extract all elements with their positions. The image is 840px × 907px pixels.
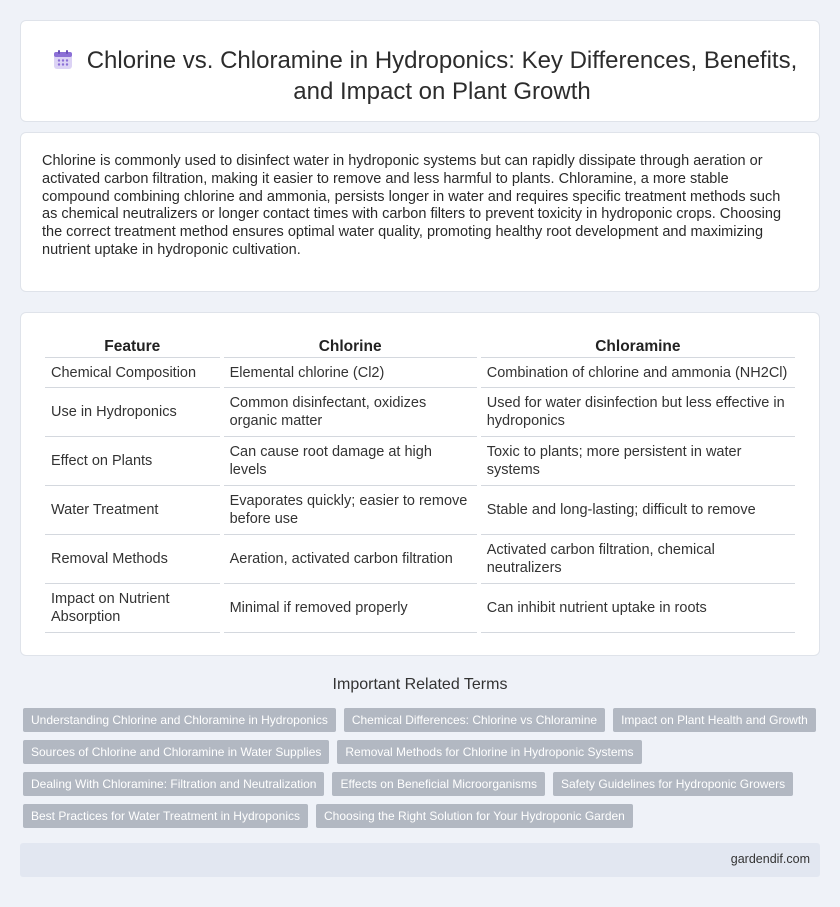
intro-paragraph: Chlorine is commonly used to disinfect water in hydroponic systems but can rapidly dissipate through aeration or activated carbon filtration, making it easier to remove and less harmful to plants. Chloramine, a more stable compound combining chlorine and ammonia, persists longer in water and requires specific treatment methods such as chemical neutralizers or longer contact times with carbon filters to prevent toxicity in hydroponic crops. Choosing the correct treatment method ensures optimal water quality, promoting healthy root development and maximizing nutrient uptake in hydroponic cultivation. xyxy=(42,153,782,258)
table-row xyxy=(45,535,795,584)
table-cell: Chemical Composition xyxy=(45,358,220,388)
related-term-tag[interactable]: Understanding Chlorine and Chloramine in Hydroponics xyxy=(23,708,336,732)
table-cell: Aeration, activated carbon filtration xyxy=(224,535,477,584)
table-cell: Can inhibit nutrient uptake in roots xyxy=(481,584,795,633)
table-row xyxy=(45,437,795,486)
tag-row xyxy=(23,740,823,764)
table-row xyxy=(45,358,795,388)
related-term-tag[interactable]: Choosing the Right Solution for Your Hydroponic Garden xyxy=(316,804,633,828)
related-terms-heading: Important Related Terms xyxy=(332,676,508,693)
tag-row xyxy=(23,772,823,796)
related-term-tag[interactable]: Safety Guidelines for Hydroponic Growers xyxy=(553,772,793,796)
related-term-tag[interactable]: Best Practices for Water Treatment in Hydroponics xyxy=(23,804,308,828)
table-cell: Stable and long-lasting; difficult to remove xyxy=(481,486,795,535)
related-term-tag[interactable]: Removal Methods for Chlorine in Hydroponic Systems xyxy=(337,740,641,764)
calendar-icon xyxy=(51,48,75,72)
table-cell: Impact on Nutrient Absorption xyxy=(45,584,220,633)
title-card xyxy=(20,20,820,122)
table-cell: Minimal if removed properly xyxy=(224,584,477,633)
table-row xyxy=(45,584,795,633)
site-name[interactable]: gardendif.com xyxy=(730,852,810,866)
table-cell: Can cause root damage at high levels xyxy=(224,437,477,486)
table-cell: Toxic to plants; more persistent in water systems xyxy=(481,437,795,486)
related-term-tag[interactable]: Chemical Differences: Chlorine vs Chloramine xyxy=(344,708,605,732)
related-term-tag[interactable]: Effects on Beneficial Microorganisms xyxy=(332,772,545,796)
intro-card xyxy=(20,132,820,292)
page-title: Chlorine vs. Chloramine in Hydroponics: Key Differences, Benefits, and Impact on Plant Growth xyxy=(86,47,798,105)
header-feature: Feature xyxy=(45,334,220,358)
table-cell: Activated carbon filtration, chemical neutralizers xyxy=(481,535,795,584)
table-cell: Used for water disinfection but less effective in hydroponics xyxy=(481,388,795,437)
related-term-tag[interactable]: Dealing With Chloramine: Filtration and Neutralization xyxy=(23,772,324,796)
table-cell: Water Treatment xyxy=(45,486,220,535)
table-row xyxy=(45,486,795,535)
related-terms-list xyxy=(23,708,823,836)
header-chlorine: Chlorine xyxy=(224,334,477,358)
tag-row xyxy=(23,708,823,732)
table-cell: Common disinfectant, oxidizes organic matter xyxy=(224,388,477,437)
table-cell: Removal Methods xyxy=(45,535,220,584)
comparison-card xyxy=(20,312,820,656)
table-cell: Elemental chlorine (Cl2) xyxy=(224,358,477,388)
header-chloramine: Chloramine xyxy=(481,334,795,358)
table-row xyxy=(45,388,795,437)
comparison-table xyxy=(41,334,799,633)
table-cell: Evaporates quickly; easier to remove before use xyxy=(224,486,477,535)
related-term-tag[interactable]: Impact on Plant Health and Growth xyxy=(613,708,816,732)
table-cell: Combination of chlorine and ammonia (NH2Cl) xyxy=(481,358,795,388)
footer xyxy=(20,843,820,877)
table-cell: Effect on Plants xyxy=(45,437,220,486)
table-cell: Use in Hydroponics xyxy=(45,388,220,437)
related-term-tag[interactable]: Sources of Chlorine and Chloramine in Water Supplies xyxy=(23,740,329,764)
tag-row xyxy=(23,804,823,828)
